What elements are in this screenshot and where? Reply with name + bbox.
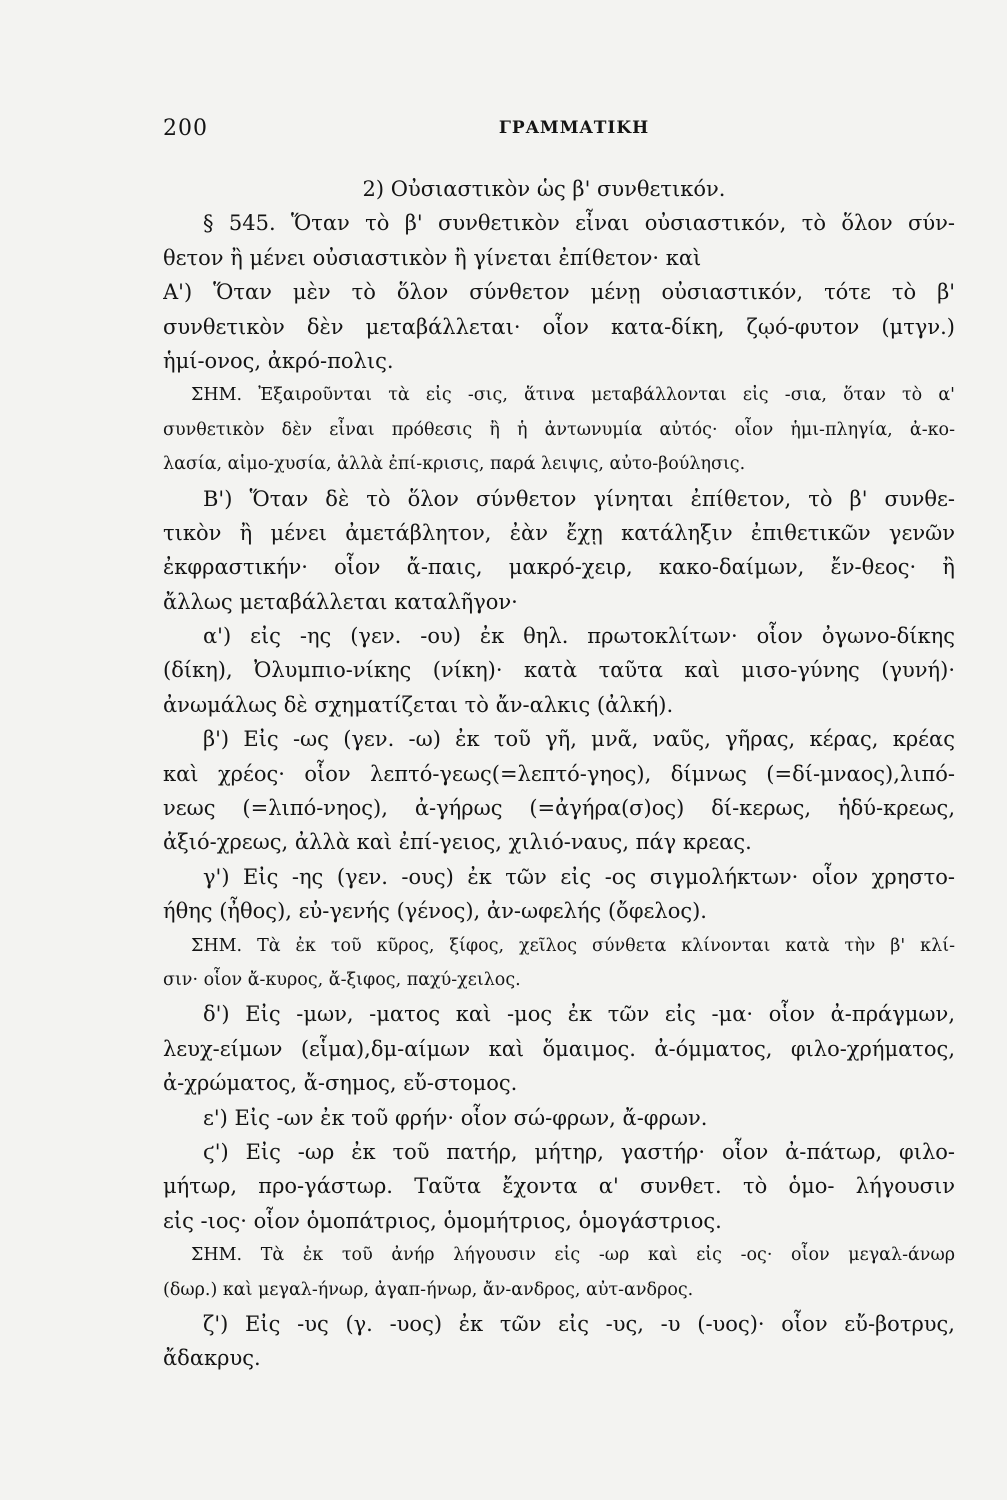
text-line: ἀξιό-χρεως, ἀλλὰ καὶ ἐπί-γειος, χιλιό-ναυς, πάγ κρεας. xyxy=(163,830,752,855)
text-line: ἀνωμάλως δὲ σχηματίζεται τὸ ἄν-αλκις (ἀλκή). xyxy=(163,692,674,717)
text-line: συνθετικὸν δὲν μεταβάλλεται· οἷον κατα-δίκη, ζῳό-φυτον (μτγν.) xyxy=(163,314,955,339)
running-title: ΓΡΑΜΜΑΤΙΚΗ xyxy=(498,118,650,138)
text-line: ΣΗΜ. Τὰ ἐκ τοῦ κῦρος, ξίφος, χεῖλος σύνθετα κλίνονται κατὰ τὴν β' κλί- xyxy=(191,935,955,956)
text-line: εἰς -ιος· οἷον ὁμοπάτριος, ὁμομήτριος, ὁμογάστριος. xyxy=(163,1208,722,1233)
text-line: ἡμί-ονος, ἀκρό-πολις. xyxy=(163,348,394,373)
text-line: 2) Οὐσιαστικὸν ὡς β' συνθετικόν. xyxy=(362,177,726,201)
text-line: θετον ἢ μένει οὐσιαστικὸν ἢ γίνεται ἐπίθετον· καὶ xyxy=(163,245,702,270)
text-line: (δίκη), Ὀλυμπιο-νίκης (νίκη)· κατὰ ταῦτα καὶ μισο-γύνης (γυνή)· xyxy=(163,658,955,683)
text-line: ΣΗΜ. Ἐξαιροῦνται τὰ εἰς -σις, ἅτινα μεταβάλλονται εἰς -σια, ὅταν τὸ α' xyxy=(191,385,955,406)
text-line: γ') Εἰς -ης (γεν. -ους) ἐκ τῶν εἰς -ος σιγμολήκτων· οἷον χρηστο- xyxy=(203,864,955,889)
text-line: τικὸν ἢ μένει ἀμετάβλητον, ἐὰν ἔχῃ κατάληξιν ἐπιθετικῶν γενῶν xyxy=(163,520,955,545)
text-line: ἄλλως μεταβάλλεται καταλῆγον· xyxy=(163,589,518,614)
page-body xyxy=(163,172,955,1376)
text-line: νεως (=λιπό-νηος), ἀ-γήρως (=ἀγήρα(σ)ος) δί-κερως, ἡδύ-κρεως, xyxy=(163,796,955,821)
text-line: λασία, αἱμο-χυσία, ἀλλὰ ἐπί-κρισις, παρά λειψις, αὐτο-βούλησις. xyxy=(163,454,746,475)
page-number: 200 xyxy=(163,116,208,141)
text-line: β') Εἰς -ως (γεν. -ω) ἐκ τοῦ γῆ, μνᾶ, ναῦς, γῆρας, κέρας, κρέας xyxy=(203,727,955,752)
text-line: ἀ-χρώματος, ἄ-σημος, εὔ-στομος. xyxy=(163,1071,518,1096)
text-line: ήθης (ἦθος), εὐ-γενής (γένος), ἀν-ωφελής (ὄφελος). xyxy=(163,899,707,924)
text-line: καὶ χρέος· οἷον λεπτό-γεως(=λεπτό-γηος), δίμνως (=δί-μναος),λιπό- xyxy=(163,761,955,786)
text-line: α') εἰς -ης (γεν. -ου) ἐκ θηλ. πρωτοκλίτων· οἷον ὀγωνο-δίκης xyxy=(203,624,955,649)
text-line: ἐκφραστικήν· οἷον ἄ-παις, μακρό-χειρ, κακο-δαίμων, ἔν-θεος· ἢ xyxy=(163,555,955,580)
text-line: δ') Εἰς -μων, -ματος καὶ -μος ἐκ τῶν εἰς -μα· οἷον ἀ-πράγμων, xyxy=(203,1002,955,1027)
text-line: Α') Ὅταν μὲν τὸ ὅλον σύνθετον μένῃ οὐσιαστικόν, τότε τὸ β' xyxy=(163,280,955,305)
page-header xyxy=(163,116,955,146)
text-line: ε') Εἰς -ων ἐκ τοῦ φρήν· οἷον σώ-φρων, ἄ-φρων. xyxy=(203,1105,708,1130)
text-line: σιν· οἷον ἄ-κυρος, ἄ-ξιφος, παχύ-χειλος. xyxy=(163,969,521,990)
text-line: ζ') Εἰς -υς (γ. -υος) ἐκ τῶν εἰς -υς, -υ (-υος)· οἷον εὔ-βοτρυς, xyxy=(203,1311,955,1336)
text-line: Β') Ὅταν δὲ τὸ ὅλον σύνθετον γίνηται ἐπίθετον, τὸ β' συνθε- xyxy=(203,486,955,511)
text-line: συνθετικὸν δὲν εἶναι πρόθεσις ἢ ἡ ἀντωνυμία αὐτός· οἷον ἡμι-πληγία, ἀ-κο- xyxy=(163,419,955,440)
text-line: (δωρ.) καὶ μεγαλ-ήνωρ, ἀγαπ-ήνωρ, ἄν-ανδρος, αὐτ-ανδρος. xyxy=(163,1279,694,1300)
text-line: λευχ-είμων (εἷμα),δμ-αίμων καὶ ὅμαιμος. ἀ-όμματος, φιλο-χρήματος, xyxy=(163,1036,955,1061)
text-line: § 545. Ὅταν τὸ β' συνθετικὸν εἶναι οὐσιαστικόν, τὸ ὅλον σύν- xyxy=(203,211,955,236)
text-line: ΣΗΜ. Τὰ ἐκ τοῦ ἀνήρ λήγουσιν εἰς -ωρ καὶ εἰς -ος· οἷον μεγαλ-άνωρ xyxy=(191,1245,955,1266)
text-line: μήτωρ, προ-γάστωρ. Ταῦτα ἔχοντα α' συνθετ. τὸ ὁμο- λήγουσιν xyxy=(163,1174,955,1199)
text-line: ἄδακρυς. xyxy=(163,1346,261,1371)
text-line: ϛ') Εἰς -ωρ ἐκ τοῦ πατήρ, μήτηρ, γαστήρ· οἷον ἀ-πάτωρ, φιλο- xyxy=(203,1139,955,1164)
